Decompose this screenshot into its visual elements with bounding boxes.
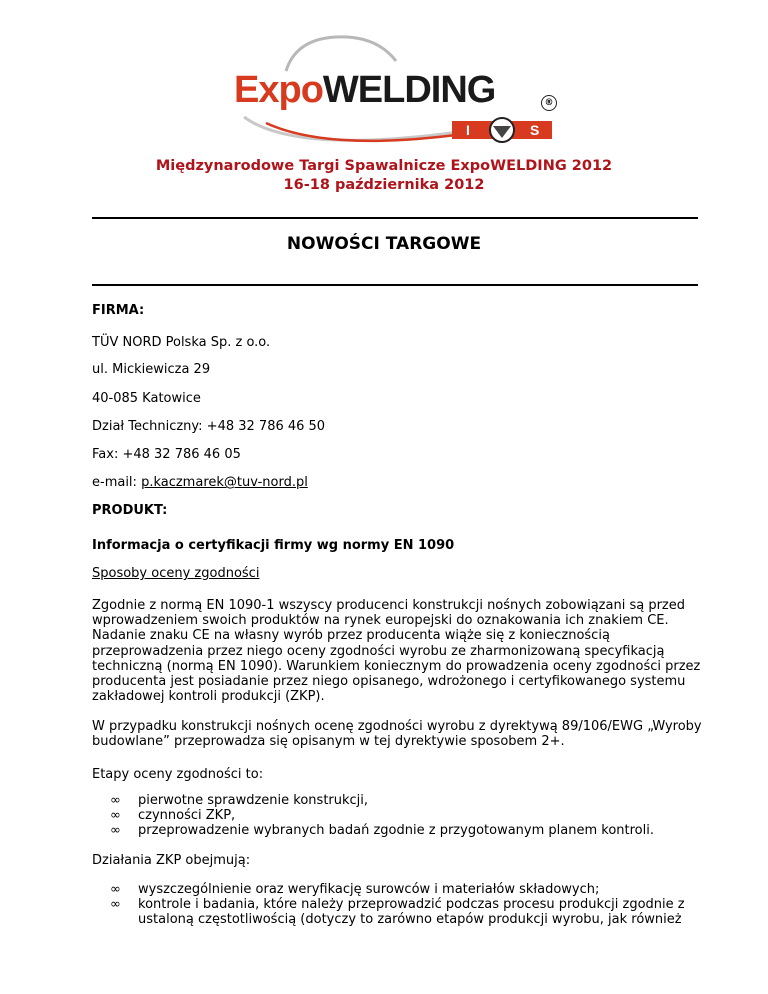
section-title: Sposoby oceny zgodności	[92, 566, 260, 581]
event-dates: 16-18 października 2012	[283, 177, 485, 193]
stages-intro: Etapy oceny zgodności to:	[92, 767, 264, 782]
paragraph-1: Zgodnie z normą EN 1090-1 wszyscy producenci konstrukcji nośnych zobowiązani są przed wprowadzeniem swoich produktów na rynek europejski do oznakowania ich znakiem CE. Nadanie znaku CE na własny wyrób przez producenta wiąże się z koniecznością przeprowadzenia przez niego oceny zgodności wyrobu ze zharmonizowaną specyfikacją techniczną (normą EN 1090). Warunkiem koniecznym do prowadzenia oceny zgodności przez producenta jest posiadanie przez niego opisanego, wdrożonego i certyfikowanego systemu zakładowej kontroli produkcji (ZKP).	[92, 598, 701, 705]
bullet-icon: ∞	[110, 897, 121, 912]
product-title: Informacja o certyfikacji firmy wg normy EN 1090	[92, 538, 455, 553]
company-city: 40-085 Katowice	[92, 391, 201, 406]
emblem-letter-s: S	[530, 122, 540, 138]
divider-top	[92, 217, 698, 219]
email-link[interactable]: p.kaczmarek@tuv-nord.pl	[141, 475, 308, 490]
bullet-icon: ∞	[110, 823, 121, 838]
list-item: pierwotne sprawdzenie konstrukcji,	[138, 793, 369, 808]
company-email-row	[92, 475, 308, 490]
list-item: przeprowadzenie wybranych badań zgodnie z przygotowanym planem kontroli.	[138, 823, 654, 838]
paragraph-2: W przypadku konstrukcji nośnych ocenę zgodności wyrobu z dyrektywą 89/106/EWG „Wyroby budowlane” przeprowadza się opisanym w tej dyrektywie sposobem 2+.	[92, 719, 702, 750]
registered-mark: ®	[541, 95, 557, 111]
company-name: TÜV NORD Polska Sp. z o.o.	[92, 335, 271, 350]
list-item: wyszczególnienie oraz weryfikację surowców i materiałów składowych;	[138, 882, 600, 897]
company-tech-phone: Dział Techniczny: +48 32 786 46 50	[92, 419, 326, 434]
product-label: PRODUKT:	[92, 503, 168, 518]
page-heading: NOWOŚCI TARGOWE	[286, 234, 482, 254]
company-fax: Fax: +48 32 786 46 05	[92, 447, 241, 462]
company-label: FIRMA:	[92, 303, 145, 318]
bullet-icon: ∞	[110, 882, 121, 897]
bullet-icon: ∞	[110, 808, 121, 823]
ios-emblem-icon	[452, 117, 552, 143]
logo-wordmark: ExpoWELDING	[234, 69, 496, 111]
emblem-letter-i: I	[466, 122, 470, 138]
email-label: e-mail:	[92, 475, 142, 490]
zkp-intro: Działania ZKP obejmują:	[92, 853, 251, 868]
list-item: czynności ZKP,	[138, 808, 236, 823]
list-item: kontrole i badania, które należy przeprowadzić podczas procesu produkcji zgodnie z ustaloną częstotliwością (dotyczy to zarówno etapów produkcji wyrobu, jak również	[138, 897, 685, 928]
bullet-icon: ∞	[110, 793, 121, 808]
event-title: Międzynarodowe Targi Spawalnicze ExpoWELDING 2012	[155, 158, 613, 174]
divider-bottom	[92, 284, 698, 286]
expowelding-logo	[226, 33, 556, 145]
company-street: ul. Mickiewicza 29	[92, 362, 211, 377]
